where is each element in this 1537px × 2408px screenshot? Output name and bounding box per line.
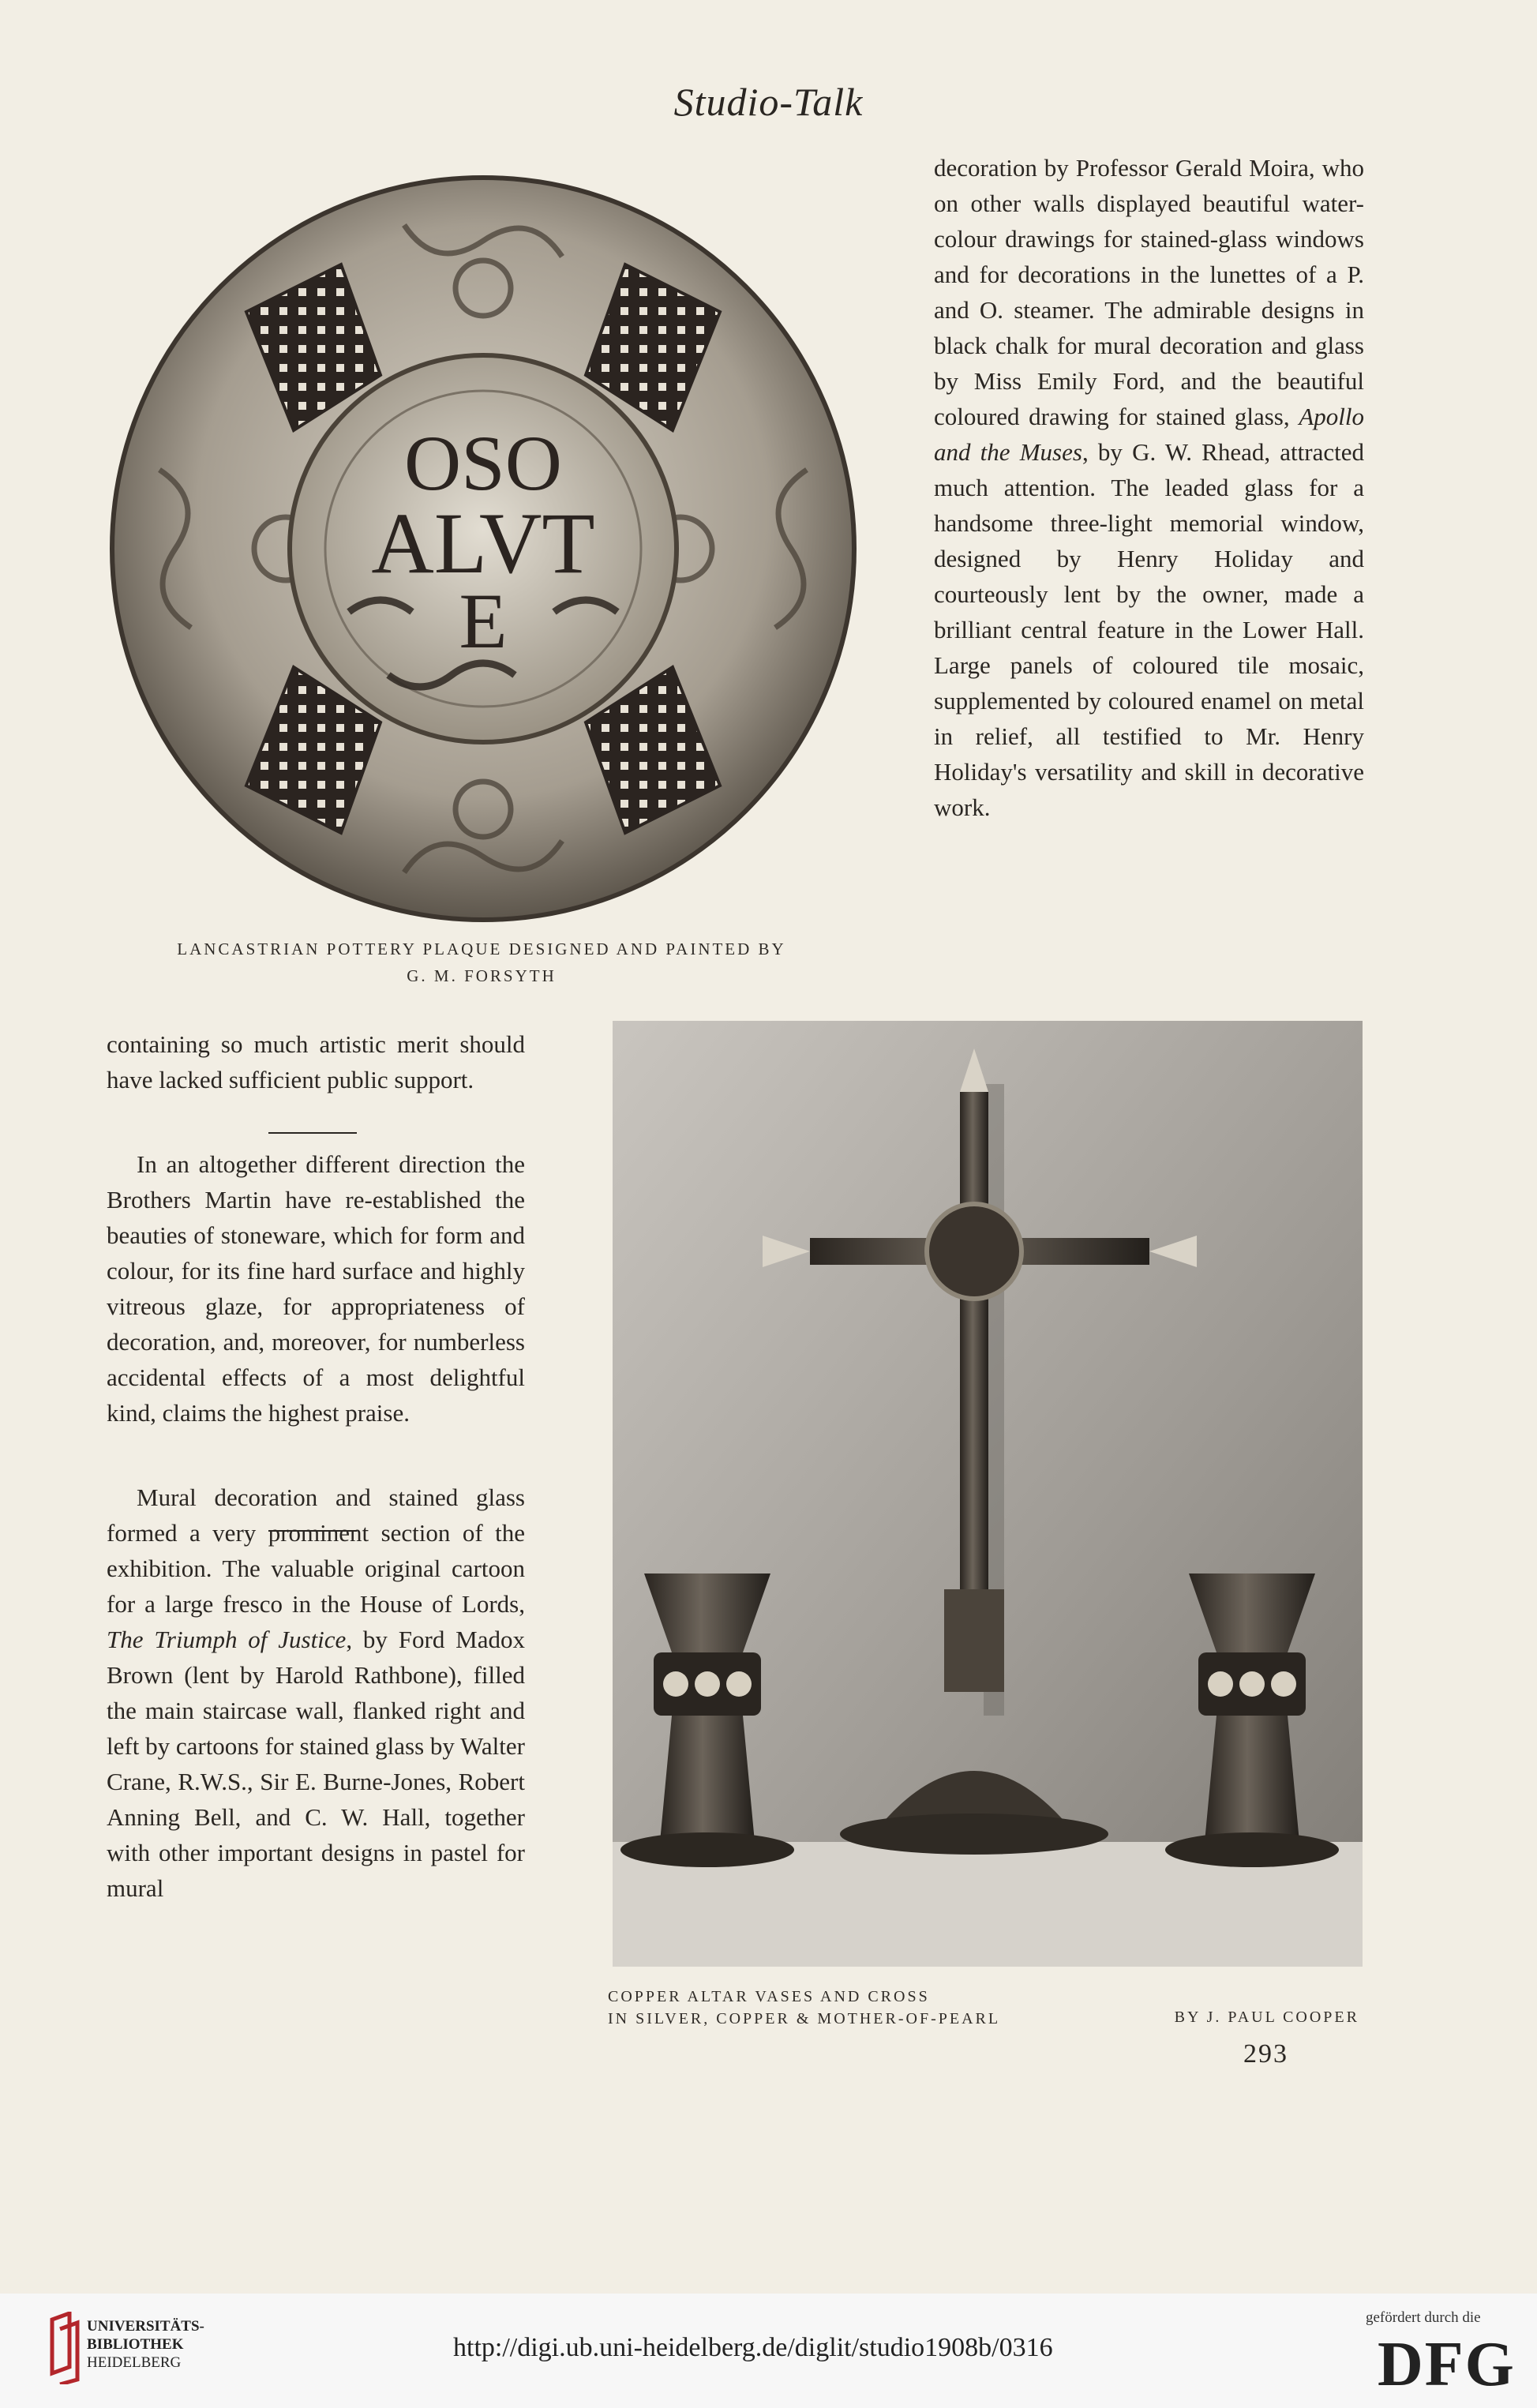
altar-vases-photo [613,1021,1363,1967]
library-line2: BIBLIOTHEK [87,2336,184,2353]
section-rule-2 [268,1530,357,1532]
running-head: Studio-Talk [673,80,864,124]
plaque-inscription-2: ALVT [371,495,595,591]
left-paragraph-3 [107,1480,525,1906]
left-paragraph-1: containing so much artistic merit should have lacked sufficient public support. [107,1030,525,1093]
left-para3-italic-title: The Triumph of Justice [107,1626,347,1653]
photo-credit: BY J. PAUL COOPER [1174,2009,1359,2026]
library-name [87,2317,204,2372]
library-line1: UNIVERSITÄTS- [87,2318,204,2335]
photo-caption-line2: IN SILVER, COPPER & MOTHER-OF-PEARL [608,2010,1001,2027]
left-column-text [107,1026,525,1906]
photo-caption-line1: COPPER ALTAR VASES AND CROSS [608,1988,930,2005]
library-line3: HEIDELBERG [87,2354,182,2371]
permalink-url[interactable]: http://digi.ub.uni-heidelberg.de/diglit/studio1908b/0316 [453,2333,1053,2362]
right-column-text [934,150,1364,825]
right-text-part1: decoration by Professor Gerald Moira, who on other walls displayed beautiful water-colour drawings for stained-glass windows and for decorations in the lunettes of a P. and O. steamer. The admirable designs in black chalk for mural decoration and glass by Miss Emily Ford, and the beautiful coloured drawing for stained glass, [934,154,1364,430]
left-para3-start: Mural decoration and stained glass formed a very prominent section of the exhibition. The valuable original cartoon for a large fresco in the House of Lords, [107,1483,525,1618]
plaque-caption-line1: LANCASTRIAN POTTERY PLAQUE DESIGNED AND PAINTED BY [177,940,786,958]
section-rule-1 [268,1132,357,1134]
funded-by-text: gefördert durch die [1366,2309,1481,2326]
pottery-plaque-image [104,170,862,928]
left-paragraph-2: In an altogether different direction the Brothers Martin have re-established the beauties of stoneware, which for form and colour, for its fine hard surface and highly vitreous glaze, for appropriateness of decoration, and, moreover, for numberless accidental effects of a most delightful kind, claims the highest praise. [107,1150,525,1427]
plaque-caption [118,936,845,989]
plaque-inscription-1: OSO [403,419,563,507]
right-text-italic-title: Apollo and the Muses [934,403,1364,466]
page-number: 293 [1243,2039,1288,2069]
plaque-caption-line2: G. M. FORSYTH [407,966,557,985]
photo-caption [608,1986,1082,2030]
dfg-logo: DFG [1378,2330,1516,2399]
university-library-logo-icon [46,2312,82,2384]
plaque-inscription-3: E [459,577,508,665]
left-para3-end: , by Ford Madox Brown (lent by Harold Rathbone), filled the main staircase wall, flanked right and left by cartoons for stained glass by Walter Crane, R.W.S., Sir E. Burne-Jones, Robert Anning Bell, and C. W. Hall, together with other important designs in pastel for mural [107,1626,526,1902]
right-text-part2: , by G. W. Rhead, attracted much attention. The leaded glass for a handsome three-light memorial window, designed by Henry Holiday and courteously lent by the owner, made a brilliant central feature in the Lower Hall. Large panels of coloured tile mosaic, supplemented by coloured enamel on metal in relief, all testified to Mr. Henry Holiday's versatility and skill in decorative work. [934,438,1364,821]
